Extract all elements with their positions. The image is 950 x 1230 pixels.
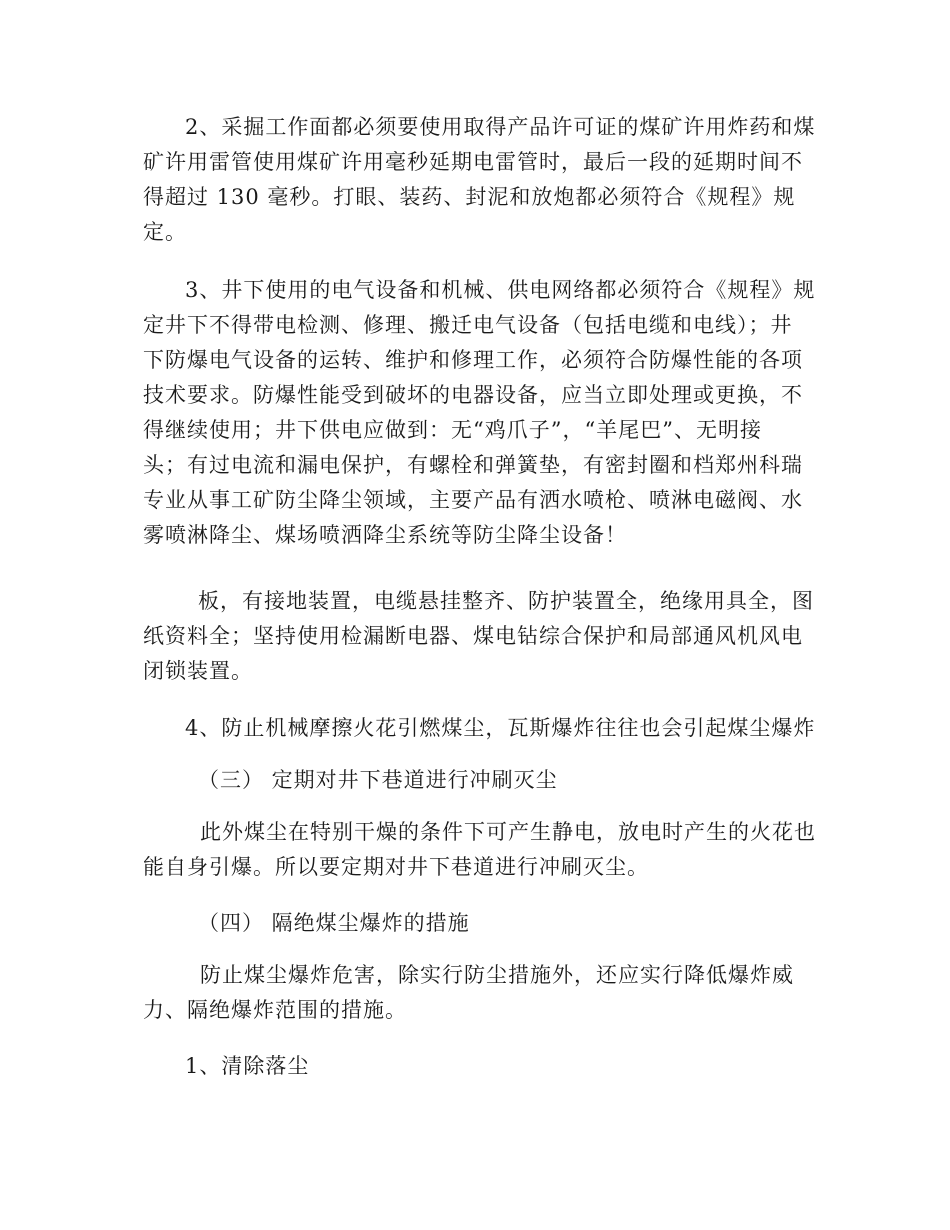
text-line: 此外煤尘在特别干燥的条件下可产生静电，放电时产生的火花也	[200, 820, 816, 844]
text-line: 专业从事工矿防尘降尘领域，主要产品有洒水喷枪、喷淋电磁阀、水	[143, 488, 803, 512]
text-line: 定井下不得带电检测、修理、搬迁电气设备（包括电缆和电线）；井	[143, 313, 793, 337]
text-line: 下防爆电气设备的运转、维护和修理工作，必须符合防爆性能的各项	[143, 348, 803, 372]
text-line: 2、采掘工作面都必须要使用取得产品许可证的煤矿许用炸药和煤	[185, 115, 816, 139]
text-line: 纸资料全；坚持使用检漏断电器、煤电钻综合保护和局部通风机风电	[143, 624, 803, 648]
section-heading-4	[143, 906, 808, 941]
paragraph-isolation	[143, 958, 808, 1028]
text-line: 防止煤尘爆炸危害，除实行防尘措施外，还应实行降低爆炸威	[200, 963, 794, 987]
text-line: 3、井下使用的电气设备和机械、供电网络都必须符合《规程》规	[185, 278, 816, 302]
heading-text: （四） 隔绝煤尘爆炸的措施	[198, 911, 470, 935]
text-line: 1、清除落尘	[185, 1054, 310, 1078]
text-line: 雾喷淋降尘、煤场喷洒降尘系统等防尘降尘设备！	[143, 523, 627, 547]
paragraph-continuation	[143, 584, 814, 689]
text-line: 得继续使用；井下供电应做到：无“鸡爪子”，“羊尾巴”、无明接	[143, 418, 762, 442]
text-line: 矿许用雷管使用煤矿许用毫秒延期电雷管时，最后一段的延期时间不	[143, 150, 803, 174]
text-line: 板，有接地装置，电缆悬挂整齐、防护装置全，绝缘用具全，图	[198, 589, 814, 613]
heading-text: （三） 定期对井下巷道进行冲刷灭尘	[198, 768, 558, 792]
text-line: 力、隔绝爆炸范围的措施。	[143, 998, 407, 1022]
text-line: 能自身引爆。所以要定期对井下巷道进行冲刷灭尘。	[143, 855, 649, 879]
paragraph-item-3	[143, 273, 816, 553]
text-line: 闭锁装置。	[143, 659, 253, 683]
text-line: 技术要求。防爆性能受到破坏的电器设备，应当立即处理或更换，不	[143, 383, 803, 407]
section-heading-3	[143, 763, 808, 798]
paragraph-item-4	[143, 711, 816, 746]
text-line: 头；有过电流和漏电保护，有螺栓和弹簧垫，有密封圈和档郑州科瑞	[143, 453, 803, 477]
text-line: 得超过 130 毫秒。打眼、装药、封泥和放炮都必须符合《规程》规	[143, 185, 796, 209]
text-line: 定。	[143, 220, 187, 244]
paragraph-static-electricity	[143, 815, 816, 885]
text-line: 4、防止机械摩擦火花引燃煤尘，瓦斯爆炸往往也会引起煤尘爆炸	[185, 716, 816, 740]
paragraph-item-1-clear-dust	[143, 1049, 808, 1084]
paragraph-item-2	[143, 110, 816, 250]
